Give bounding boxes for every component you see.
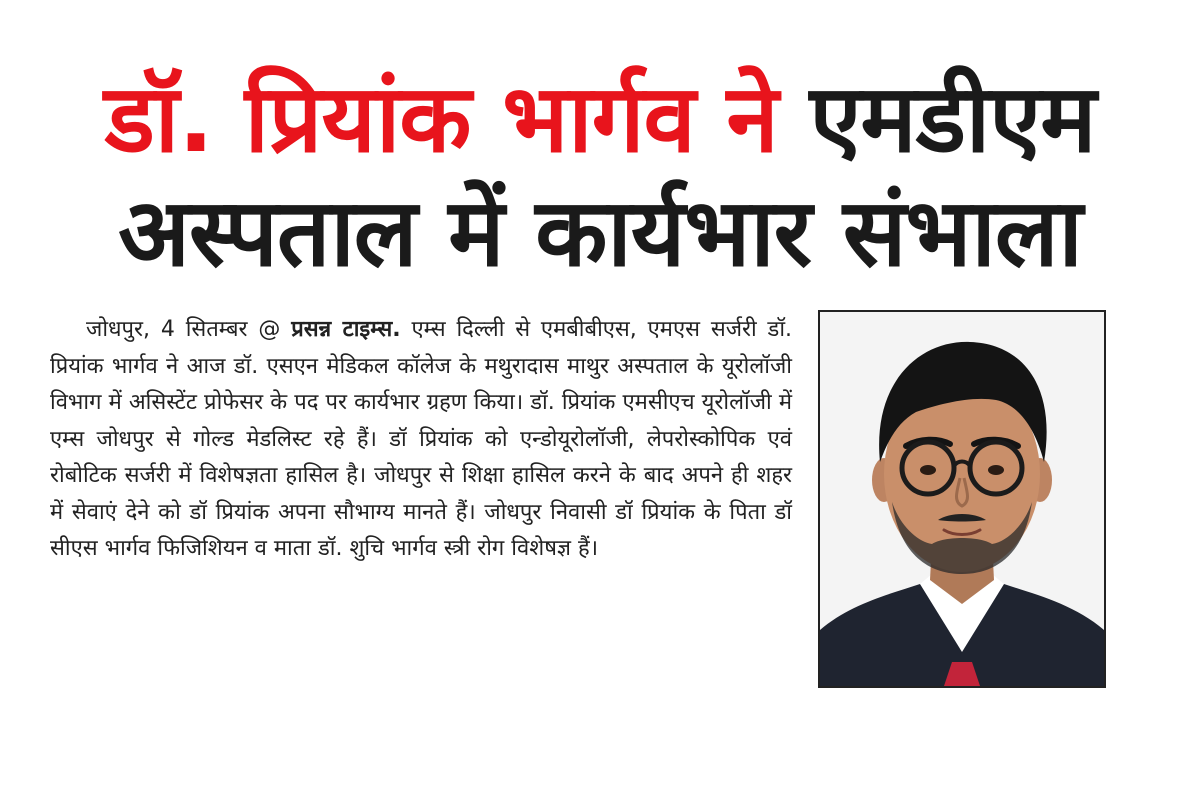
headline-line-2: अस्पताल में कार्यभार संभाला (118, 179, 1082, 288)
dateline-place: जोधपुर, 4 सितम्बर @ (86, 317, 281, 342)
portrait-photo (818, 310, 1106, 688)
article-body (50, 312, 792, 568)
headline-line-1 (40, 64, 1160, 176)
headline-black-text: एमडीएम (809, 65, 1096, 174)
left-eye (920, 465, 936, 475)
headline-red-text: डॉ. प्रियांक भार्गव ने (104, 65, 778, 174)
article-text: एम्स दिल्ली से एमबीबीएस, एमएस सर्जरी डॉ. प्रियांक भार्गव ने आज डॉ. एसएन मेडिकल कॉलेज के मथुरादास माथुर अस्पताल के यूरोलॉजी विभाग में असिस्टेंट प्रोफेसर के पद पर कार्यभार ग्रहण किया। डॉ. प्रियांक एमसीएच यूरोलॉजी में एम्स जोधपुर से गोल्ड मेडलिस्ट रहे हैं। डॉ प्रियांक को एन्डोयूरोलॉजी, लेपरोस्कोपिक एवं रोबोटिक सर्जरी में विशेषज्ञता हासिल है। जोधपुर से शिक्षा हासिल करने के बाद अपने ही शहर में सेवाएं देने को डॉ प्रियांक अपना सौभाग्य मानते हैं। जोधपुर निवासी डॉ प्रियांक के पिता डॉ सीएस भार्गव फिजिशियन व माता डॉ. शुचि भार्गव स्त्री रोग विशेषज्ञ हैं। (50, 317, 793, 561)
dateline-source: प्रसन्न टाइम्स. (291, 317, 401, 342)
portrait-illustration (820, 312, 1104, 686)
right-eye (988, 465, 1004, 475)
